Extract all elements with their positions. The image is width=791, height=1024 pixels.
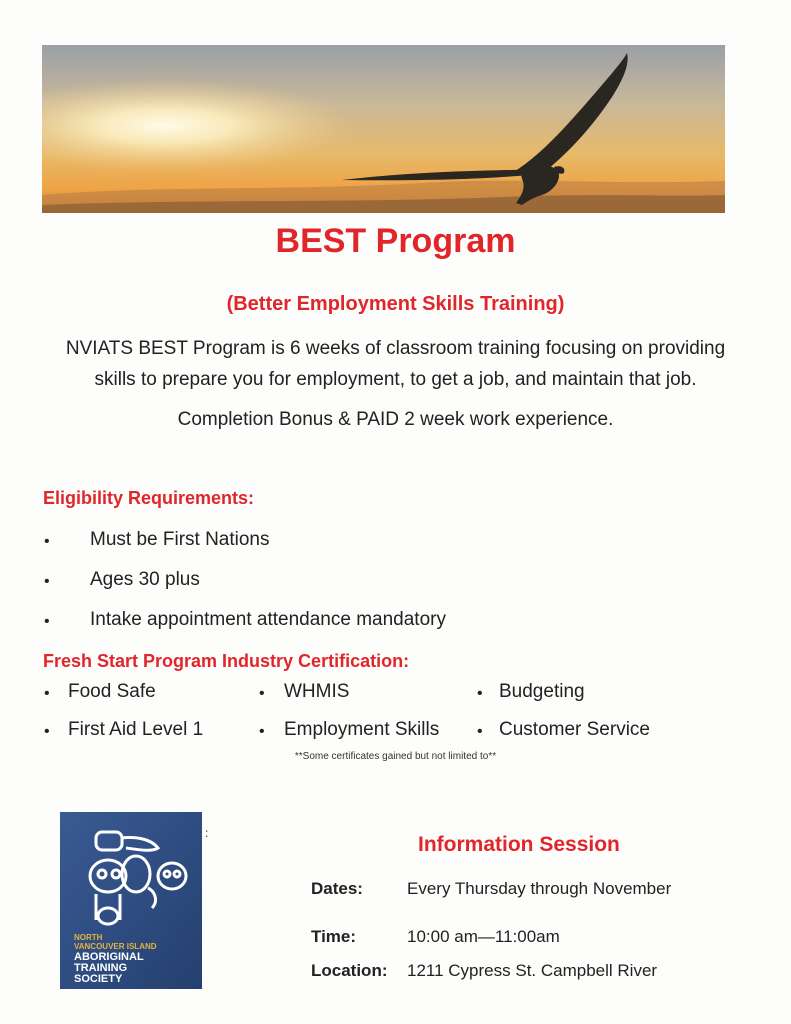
logo-text: TRAINING — [74, 962, 128, 974]
certification-item: First Aid Level 1 — [68, 719, 204, 740]
intro-line-2: skills to prepare you for employment, to get a job, and maintain that job. — [94, 369, 697, 390]
location-label: Location: — [311, 961, 388, 980]
eligibility-item: Intake appointment attendance mandatory — [90, 609, 446, 630]
dates-value: Every Thursday through November — [407, 879, 672, 898]
location-value: 1211 Cypress St. Campbell River — [407, 961, 658, 980]
page-title: BEST Program — [275, 222, 516, 260]
certification-item: Customer Service — [499, 719, 650, 740]
certification-item: Food Safe — [68, 681, 156, 702]
info-session-title: Information Session — [418, 833, 620, 856]
time-label: Time: — [311, 927, 357, 946]
bullet-dot: • — [477, 723, 483, 740]
bullet-dot: • — [44, 533, 50, 550]
bullet-dot: • — [259, 685, 265, 702]
logo-text: NORTH — [74, 933, 103, 942]
logo-text: ABORIGINAL — [74, 951, 144, 963]
bullet-dot: • — [259, 723, 265, 740]
page-subtitle: (Better Employment Skills Training) — [226, 293, 565, 315]
eligibility-heading: Eligibility Requirements: — [43, 488, 255, 508]
dates-label: Dates: — [311, 879, 363, 898]
certification-item: Budgeting — [499, 681, 585, 702]
nviats-logo — [60, 812, 202, 989]
time-value: 10:00 am—11:00am — [407, 927, 560, 946]
bullet-dot: • — [477, 685, 483, 702]
eligibility-item: Ages 30 plus — [90, 569, 200, 590]
eagle-banner-image — [42, 45, 725, 213]
eligibility-item: Must be First Nations — [90, 529, 270, 550]
logo-text: SOCIETY — [74, 973, 123, 985]
certification-item: Employment Skills — [284, 719, 440, 740]
bullet-dot: • — [44, 613, 50, 630]
intro-line-1: NVIATS BEST Program is 6 weeks of classroom training focusing on providing — [65, 338, 726, 359]
certification-heading: Fresh Start Program Industry Certification: — [43, 651, 410, 671]
intro-line-3: Completion Bonus & PAID 2 week work experience. — [177, 409, 614, 430]
certification-item: WHMIS — [284, 681, 350, 702]
bullet-dot: • — [44, 723, 50, 740]
scan-mark: : — [205, 826, 209, 840]
bullet-dot: • — [44, 573, 50, 590]
logo-text: VANCOUVER ISLAND — [74, 942, 157, 951]
certification-note: **Some certificates gained but not limited to** — [294, 751, 497, 762]
bullet-dot: • — [44, 685, 50, 702]
